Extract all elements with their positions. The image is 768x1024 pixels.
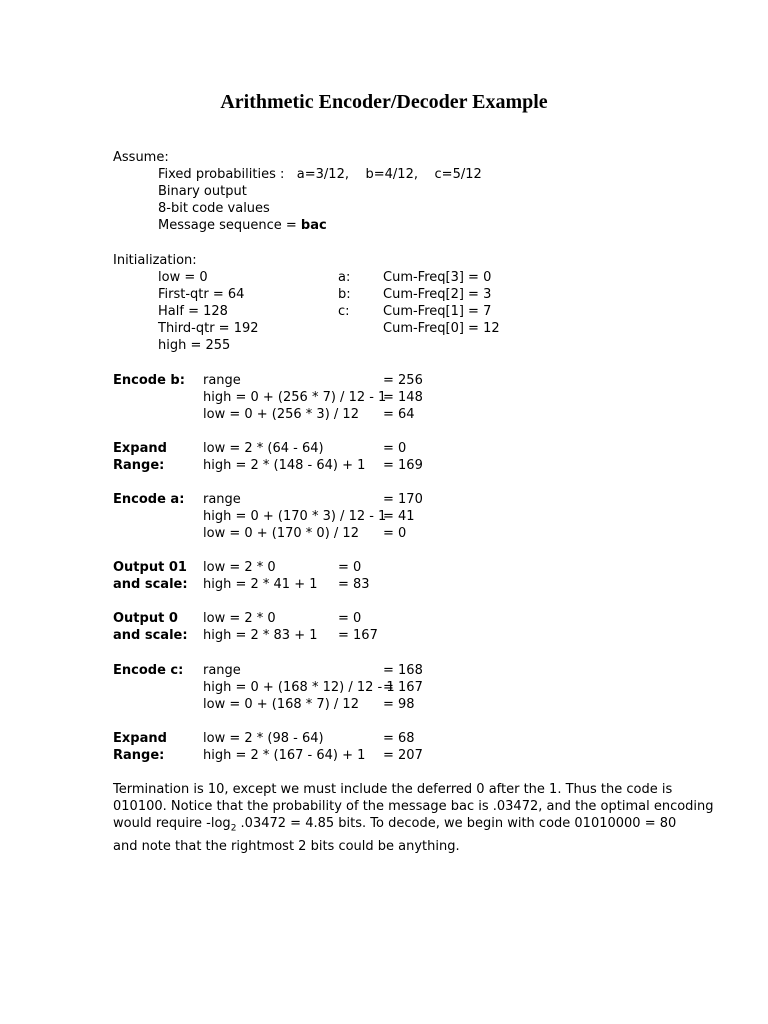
log-subscript: 2 xyxy=(230,823,237,834)
message-sequence-line xyxy=(158,217,327,234)
binary-output-line: Binary output xyxy=(158,184,247,199)
step-label: and scale: xyxy=(113,577,188,592)
step-result: = 0 xyxy=(338,560,362,575)
step-expression: low = 2 * 0 xyxy=(203,611,276,626)
assume-label: Assume: xyxy=(113,150,169,165)
step-label: Output 01 xyxy=(113,560,187,575)
step-label: Encode b: xyxy=(113,373,185,388)
step-label: and scale: xyxy=(113,628,188,643)
step-result: = 167 xyxy=(383,680,423,695)
step-label: Encode a: xyxy=(113,492,185,507)
step-result: = 167 xyxy=(338,628,378,643)
step-expression: high = 0 + (256 * 7) / 12 - 1 xyxy=(203,390,387,405)
step-expression: range xyxy=(203,492,241,507)
init-value: low = 0 xyxy=(158,270,208,285)
page-title: Arithmetic Encoder/Decoder Example xyxy=(220,91,548,113)
step-result: = 148 xyxy=(383,390,423,405)
step-result: = 41 xyxy=(383,509,415,524)
termination-paragraph xyxy=(113,781,714,855)
step-result: = 68 xyxy=(383,731,415,746)
message-sequence-value: bac xyxy=(300,218,327,233)
init-label: Initialization: xyxy=(113,253,197,268)
probabilities-label: Fixed probabilities : xyxy=(158,167,285,182)
init-value: First-qtr = 64 xyxy=(158,287,245,302)
step-expression: low = 2 * (64 - 64) xyxy=(203,441,324,456)
step-label: Expand xyxy=(113,441,167,456)
step-result: = 83 xyxy=(338,577,370,592)
init-value: high = 255 xyxy=(158,338,231,353)
step-expression: high = 0 + (170 * 3) / 12 - 1 xyxy=(203,509,387,524)
paragraph-line: and note that the rightmost 2 bits could be anything. xyxy=(113,838,460,854)
init-value: Third-qtr = 192 xyxy=(158,321,259,336)
prob-c: c=5/12 xyxy=(434,167,482,182)
symbol-label: a: xyxy=(338,270,351,285)
step-result: = 64 xyxy=(383,407,415,422)
step-expression: high = 2 * 41 + 1 xyxy=(203,577,318,592)
step-expression: range xyxy=(203,373,241,388)
paragraph-line: Termination is 10, except we must include the deferred 0 after the 1. Thus the code is xyxy=(113,782,673,797)
step-result: = 170 xyxy=(383,492,423,507)
message-sequence-label: Message sequence = xyxy=(158,218,297,233)
paragraph-line xyxy=(113,815,677,838)
step-expression: low = 0 + (168 * 7) / 12 xyxy=(203,697,359,712)
cum-freq: Cum-Freq[0] = 12 xyxy=(383,321,500,336)
step-result: = 0 xyxy=(338,611,362,626)
step-result: = 207 xyxy=(383,748,423,763)
step-result: = 168 xyxy=(383,663,423,678)
step-expression: low = 0 + (170 * 0) / 12 xyxy=(203,526,359,541)
symbol-label: b: xyxy=(338,287,351,302)
code-values-line: 8-bit code values xyxy=(158,201,270,216)
symbol-label: c: xyxy=(338,304,350,319)
step-label: Range: xyxy=(113,458,165,473)
step-result: = 256 xyxy=(383,373,423,388)
step-expression: high = 2 * (148 - 64) + 1 xyxy=(203,458,366,473)
paragraph-text: would require -log xyxy=(113,816,231,831)
step-result: = 0 xyxy=(383,526,407,541)
step-label: Range: xyxy=(113,748,165,763)
cum-freq: Cum-Freq[3] = 0 xyxy=(383,270,492,285)
probabilities-line xyxy=(158,166,482,183)
step-result: = 0 xyxy=(383,441,407,456)
step-expression: low = 0 + (256 * 3) / 12 xyxy=(203,407,359,422)
step-result: = 98 xyxy=(383,697,415,712)
step-label: Encode c: xyxy=(113,663,184,678)
step-expression: low = 2 * 0 xyxy=(203,560,276,575)
cum-freq: Cum-Freq[2] = 3 xyxy=(383,287,492,302)
init-value: Half = 128 xyxy=(158,304,228,319)
prob-b: b=4/12, xyxy=(365,167,418,182)
prob-a: a=3/12, xyxy=(296,167,349,182)
step-label: Expand xyxy=(113,731,167,746)
step-expression: range xyxy=(203,663,241,678)
step-result: = 169 xyxy=(383,458,423,473)
step-expression: low = 2 * (98 - 64) xyxy=(203,731,324,746)
paragraph-text: .03472 = 4.85 bits. To decode, we begin with code 01010000 = 80 xyxy=(236,816,677,831)
cum-freq: Cum-Freq[1] = 7 xyxy=(383,304,492,319)
paragraph-line: 010100. Notice that the probability of the message bac is .03472, and the optimal encoding xyxy=(113,799,714,814)
step-expression: high = 2 * (167 - 64) + 1 xyxy=(203,748,366,763)
step-expression: high = 2 * 83 + 1 xyxy=(203,628,318,643)
step-expression: high = 0 + (168 * 12) / 12 - 1 xyxy=(203,680,395,695)
step-label: Output 0 xyxy=(113,611,178,626)
